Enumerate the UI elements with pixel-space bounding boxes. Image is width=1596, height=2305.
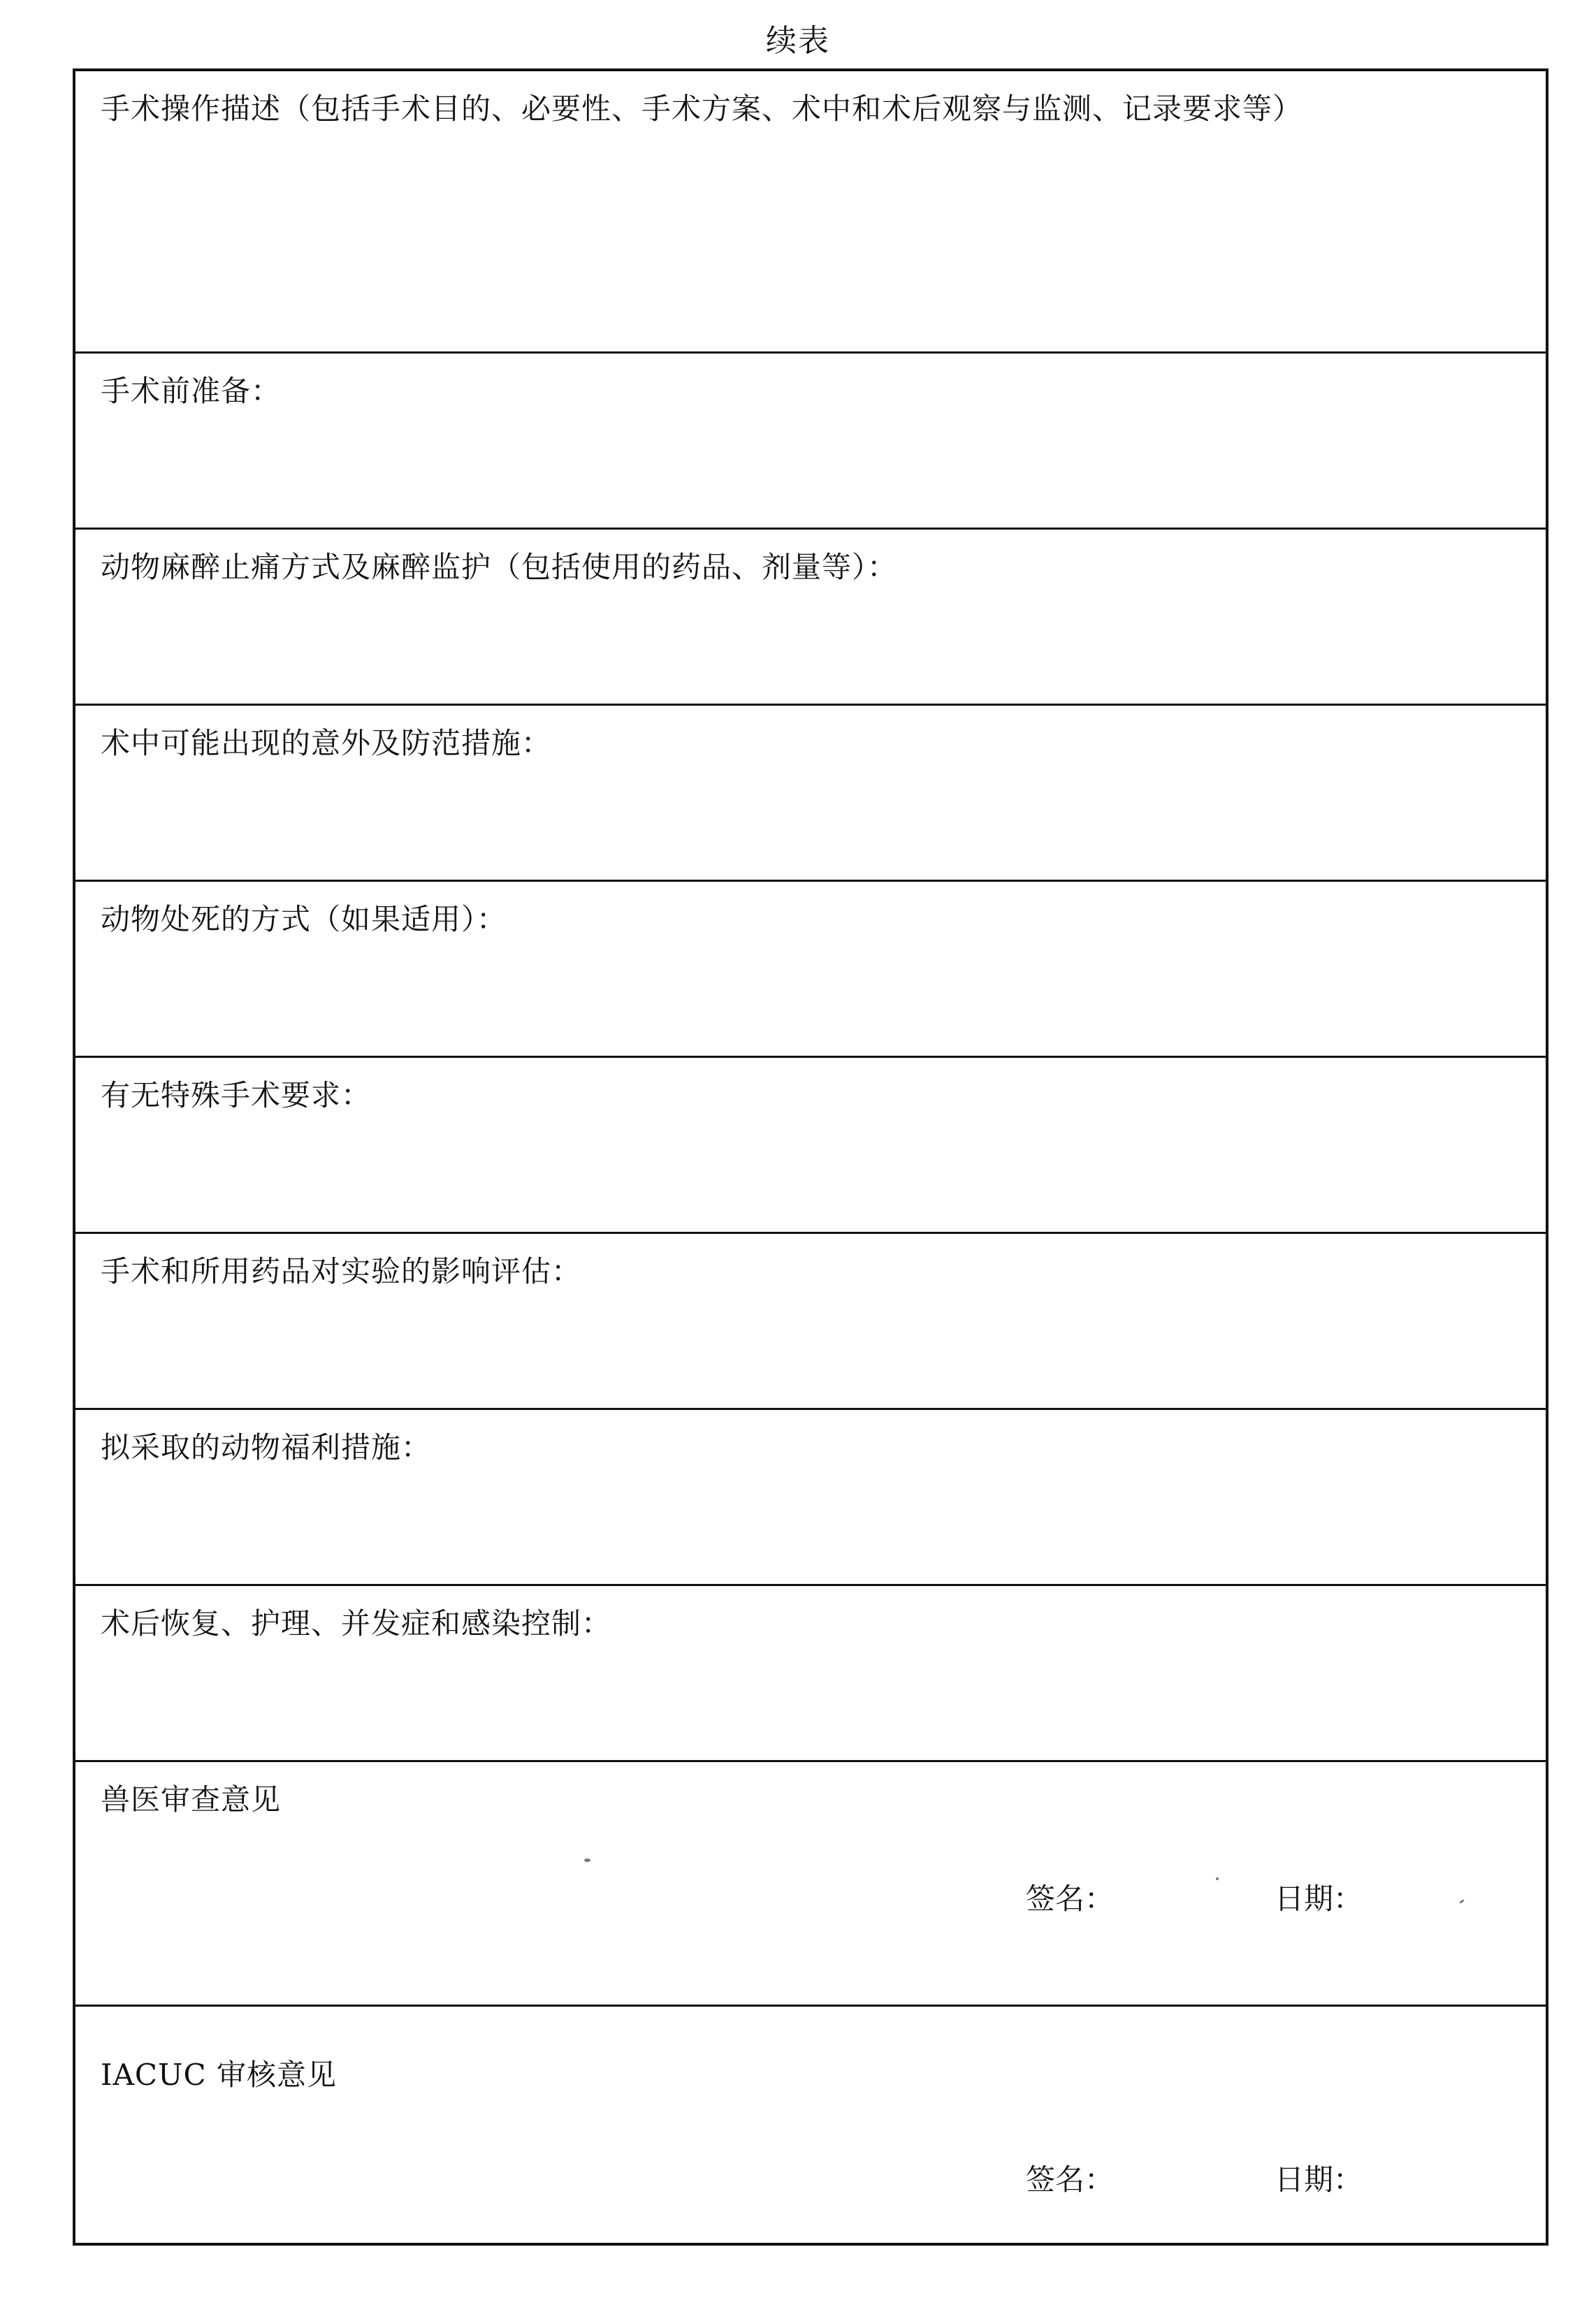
surgery-form-table bbox=[73, 68, 1548, 2246]
pre-surgery-preparation-row[interactable] bbox=[75, 354, 1546, 530]
scan-speck bbox=[1216, 1877, 1219, 1880]
animal-welfare-measures-label: 拟采取的动物福利措施： bbox=[101, 1430, 432, 1464]
special-surgical-requirements-row[interactable] bbox=[75, 1058, 1546, 1234]
euthanasia-method-row[interactable] bbox=[75, 882, 1546, 1058]
table-caption: 续表 bbox=[766, 23, 830, 59]
animal-welfare-measures-row[interactable] bbox=[75, 1410, 1546, 1586]
scan-speck bbox=[1459, 1899, 1465, 1904]
iacuc-review-row[interactable] bbox=[75, 2007, 1546, 2243]
vet-review-row[interactable] bbox=[75, 1762, 1546, 2007]
pre-surgery-preparation-label: 手术前准备： bbox=[101, 374, 282, 408]
iacuc-date-label: 日期： bbox=[1275, 2162, 1363, 2197]
scan-speck bbox=[584, 1859, 590, 1862]
postoperative-care-row[interactable] bbox=[75, 1586, 1546, 1762]
impact-assessment-row[interactable] bbox=[75, 1234, 1546, 1410]
vet-review-label: 兽医审查意见 bbox=[101, 1782, 282, 1817]
euthanasia-method-label: 动物处死的方式（如果适用）： bbox=[101, 902, 507, 936]
anesthesia-analgesia-row[interactable] bbox=[75, 530, 1546, 706]
postoperative-care-label: 术后恢复、护理、并发症和感染控制： bbox=[101, 1606, 612, 1641]
impact-assessment-label: 手术和所用药品对实验的影响评估： bbox=[101, 1254, 582, 1288]
iacuc-signature-label: 签名： bbox=[1026, 2162, 1115, 2197]
vet-signature-label: 签名： bbox=[1026, 1882, 1115, 1916]
intraoperative-risk-label: 术中可能出现的意外及防范措施： bbox=[101, 726, 552, 760]
intraoperative-risk-row[interactable] bbox=[75, 706, 1546, 882]
special-surgical-requirements-label: 有无特殊手术要求： bbox=[101, 1078, 372, 1112]
anesthesia-analgesia-label: 动物麻醉止痛方式及麻醉监护（包括使用的药品、剂量等）： bbox=[101, 550, 898, 584]
surgery-description-row[interactable] bbox=[75, 71, 1546, 354]
surgery-description-label: 手术操作描述（包括手术目的、必要性、手术方案、术中和术后观察与监测、记录要求等） bbox=[101, 92, 1303, 126]
vet-date-label: 日期： bbox=[1275, 1882, 1363, 1916]
iacuc-review-label: IACUC 审核意见 bbox=[101, 2058, 337, 2092]
